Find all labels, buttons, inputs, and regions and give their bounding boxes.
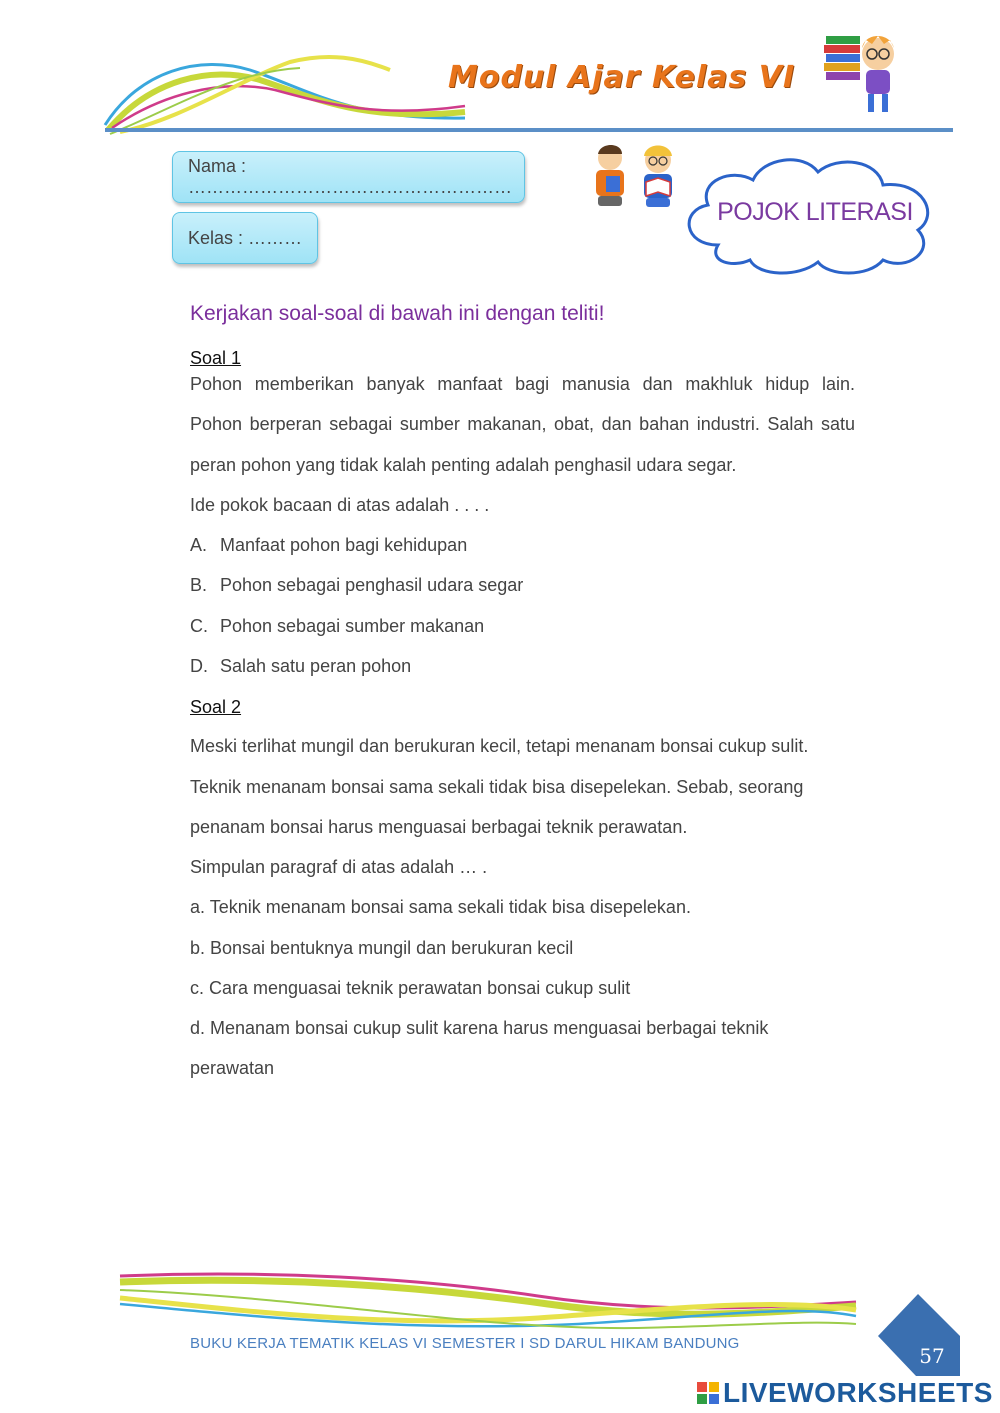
footer-book-title: BUKU KERJA TEMATIK KELAS VI SEMESTER I SD DARUL HIKAM BANDUNG — [190, 1335, 740, 1352]
question-2-passage-line: Teknik menanam bonsai sama sekali tidak bisa disepelekan. Sebab, seorang — [190, 777, 804, 797]
question-2-prompt: Simpulan paragraf di atas adalah … . — [190, 857, 488, 877]
question-2-passage-line: penanam bonsai harus menguasai berbagai teknik perawatan. — [190, 817, 688, 837]
option-letter: A. — [190, 535, 208, 555]
instruction-heading: Kerjakan soal-soal di bawah ini dengan teliti! — [190, 302, 605, 325]
option-text: Pohon sebagai sumber makanan — [220, 616, 485, 636]
option-letter: D. — [190, 656, 208, 676]
liveworksheets-mark-icon — [697, 1382, 719, 1404]
name-field-label: Nama : ……………………………………………… — [188, 156, 512, 197]
question-1-option-c[interactable] — [190, 616, 484, 637]
question-1-passage-line: Pohon memberikan banyak manfaat bagi manusia dan makhluk hidup lain. — [190, 374, 855, 394]
option-text: Pohon sebagai penghasil udara segar — [220, 575, 524, 595]
option-letter: C. — [190, 616, 208, 636]
page-number: 57 — [919, 1344, 945, 1368]
question-1-passage-line: peran pohon yang tidak kalah penting adalah penghasil udara segar. — [190, 455, 737, 475]
pojok-literasi-label: POJOK LITERASI — [717, 198, 913, 226]
question-1-option-d[interactable] — [190, 656, 411, 677]
header-swoosh-decoration — [100, 50, 470, 140]
option-letter: B. — [190, 575, 208, 595]
liveworksheets-text: LIVEWORKSHEETS — [723, 1377, 993, 1408]
kid-with-books-icon — [820, 28, 910, 120]
question-2-option-b[interactable]: b. Bonsai bentuknya mungil dan berukuran kecil — [190, 938, 574, 958]
question-2-option-d-continuation: perawatan — [190, 1058, 275, 1078]
header-divider — [105, 128, 953, 132]
question-2-passage-line: Meski terlihat mungil dan berukuran kecil, tetapi menanam bonsai cukup sulit. — [190, 736, 809, 756]
question-1-title: Soal 1 — [190, 348, 242, 368]
class-field[interactable] — [172, 212, 318, 264]
question-1-prompt: Ide pokok bacaan di atas adalah . . . . — [190, 495, 490, 515]
question-2-option-d[interactable]: d. Menanam bonsai cukup sulit karena harus menguasai berbagai teknik — [190, 1018, 769, 1038]
name-field[interactable] — [172, 151, 525, 203]
question-2-option-c[interactable]: c. Cara menguasai teknik perawatan bonsai cukup sulit — [190, 978, 631, 998]
question-1-option-a[interactable] — [190, 535, 467, 556]
reading-kids-icon — [588, 140, 688, 215]
question-2-option-a[interactable]: a. Teknik menanam bonsai sama sekali tidak bisa disepelekan. — [190, 897, 691, 917]
class-field-label: Kelas : ……… — [188, 227, 303, 248]
question-1-option-b[interactable] — [190, 575, 523, 596]
option-text: Manfaat pohon bagi kehidupan — [220, 535, 468, 555]
option-text: Salah satu peran pohon — [220, 656, 412, 676]
liveworksheets-logo — [697, 1378, 993, 1408]
footer-swoosh-decoration — [118, 1268, 858, 1340]
question-2-title: Soal 2 — [190, 697, 242, 717]
question-1-passage-line: Pohon berperan sebagai sumber makanan, obat, dan bahan industri. Salah satu — [190, 414, 855, 434]
module-title: Modul Ajar Kelas VI — [448, 60, 796, 95]
